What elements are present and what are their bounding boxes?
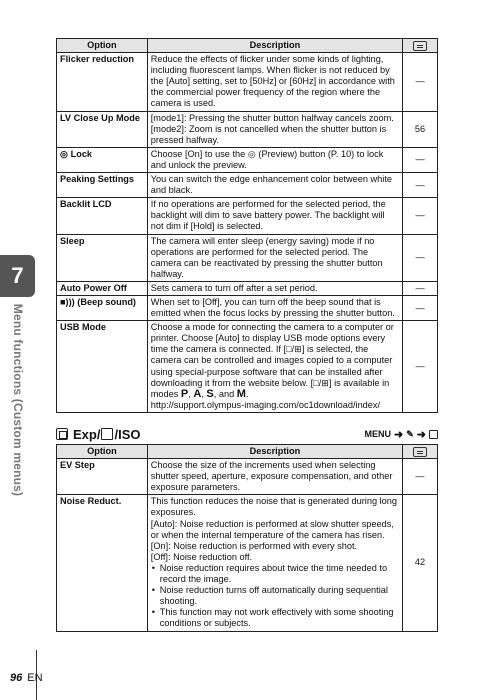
table-row [57, 295, 438, 320]
option-description: Sets camera to turn off after a set period. [147, 281, 402, 295]
page-ref: — [403, 321, 438, 413]
arrow-icon: ➜ [416, 428, 426, 441]
table-row [57, 173, 438, 198]
header-description: Description [147, 445, 402, 459]
option-description: Choose [On] to use the ◎ (Preview) button (P. 10) to lock and unlock the preview. [147, 147, 402, 172]
header-description: Description [147, 39, 402, 53]
note-list [151, 563, 399, 630]
table-row [57, 495, 438, 631]
option-description: If no operations are performed for the selected period, the backlight will dim to save battery power. The backlight will not dim if [Hold] is selected. [147, 198, 402, 234]
page-ref: 42 [403, 495, 438, 631]
chapter-number: 7 [11, 263, 24, 288]
preview-icon: ◎ [60, 148, 69, 159]
table-row [57, 459, 438, 495]
option-name: USB Mode [57, 321, 148, 413]
chapter-tab [0, 255, 35, 297]
metering-icon [101, 428, 113, 440]
list-item: • Noise reduction turns off automatically during sequential shooting. [151, 585, 399, 607]
page-ref: — [403, 459, 438, 495]
list-item: • This function may not work effectively with some shooting conditions or subjects. [151, 607, 399, 629]
download-url: http://support.olympus-imaging.com/oc1download/index/ [150, 399, 381, 410]
page-footer [10, 672, 43, 684]
option-description: This function reduces the noise that is generated during long exposures. [Auto]: Noise reduction is performed at slow shutter speeds, or when the internal temperature of the camera has risen. [On]: Noise reduction is performed with every shot. [Off]: Noise reduction off. • Noise reduction requires about twice the time needed to record the image. • Noise reduction turns off automatically during sequential shooting. • This function may not work effectively with some shooting conditions or subjects. [147, 495, 402, 631]
table-row [57, 234, 438, 281]
table-row [57, 147, 438, 172]
table-header [57, 445, 438, 459]
page-ref: — [403, 147, 438, 172]
header-option: Option [57, 39, 148, 53]
custom-icon: ✎ [406, 428, 414, 439]
list-item: • Noise reduction requires about twice the time needed to record the image. [151, 563, 399, 585]
mode-m: M [236, 387, 246, 400]
chapter-title: Menu functions (Custom menus) [11, 303, 25, 497]
option-description: Choose the size of the increments used when selecting shutter speed, aperture, exposure compensation, and other exposure parameters. [147, 459, 402, 495]
section-title: Exp/ /ISO [56, 427, 140, 442]
table-header [57, 39, 438, 53]
option-description: The camera will enter sleep (energy saving) mode if no operations are performed for the selected period. The camera can be reactivated by pressing the shutter button halfway. [147, 234, 402, 281]
option-name: Peaking Settings [57, 173, 148, 198]
page-ref: — [403, 295, 438, 320]
exp-iso-table [56, 444, 438, 632]
custom-menu-icon [56, 428, 68, 440]
option-name: Backlit LCD [57, 198, 148, 234]
table-row [57, 321, 438, 413]
preview-button-icon: ◎ [247, 148, 256, 159]
option-description: When set to [Off], you can turn off the beep sound that is emitted when the focus locks by pressing the shutter button. [147, 295, 402, 320]
option-description: Choose a mode for connecting the camera to a computer or printer. Choose [Auto] to display USB mode options every time the camera is connected. If [□/⊞] is selected, the camera can be controlled and images copied to a computer using special-purpose software that can be installed after downloading it from the website below. [□/⊞] is available in modes P, A, S, and M. http://support.olympus-imaging.com/oc1download/index/ [147, 321, 402, 413]
page-ref: — [403, 173, 438, 198]
page-number: 96 [10, 672, 23, 684]
option-name: EV Step [57, 459, 148, 495]
pc-connect-icon: □/⊞ [286, 344, 302, 355]
option-name: ■))) (Beep sound) [57, 295, 148, 320]
beep-sound-icon: ■))) [60, 296, 75, 307]
option-name: Auto Power Off [57, 281, 148, 295]
table-row [57, 111, 438, 147]
option-name: LV Close Up Mode [57, 111, 148, 147]
reference-icon [413, 447, 427, 457]
option-name: Sleep [57, 234, 148, 281]
option-description: You can switch the edge enhancement color between white and black. [147, 173, 402, 198]
language-code: EN [27, 672, 43, 684]
table-row [57, 198, 438, 234]
header-reference [403, 39, 438, 53]
page-ref: 56 [403, 111, 438, 147]
page-ref: — [403, 234, 438, 281]
mode-s: S [206, 387, 214, 400]
page-ref: — [403, 53, 438, 111]
option-name: ◎ Lock [57, 147, 148, 172]
header-option: Option [57, 445, 148, 459]
mode-p: P [180, 387, 189, 400]
section-heading [56, 425, 438, 443]
custom-menu-table [56, 38, 438, 413]
header-reference [403, 445, 438, 459]
exp-iso-icon [429, 430, 438, 439]
table-row [57, 281, 438, 295]
option-name: Noise Reduct. [57, 495, 148, 631]
menu-path: MENU ➜ ✎ ➜ [365, 428, 438, 441]
option-description: [mode1]: Pressing the shutter button halfway cancels zoom. [mode2]: Zoom is not cancelled when the shutter button is pressed halfway. [147, 111, 402, 147]
page-ref: — [403, 281, 438, 295]
table-row [57, 53, 438, 111]
mode-a: A [193, 387, 202, 400]
reference-icon [413, 41, 427, 51]
pc-connect-icon: □/⊞ [313, 377, 329, 388]
option-name: Flicker reduction [57, 53, 148, 111]
page-ref: — [403, 198, 438, 234]
option-description: Reduce the effects of flicker under some kinds of lighting, including fluorescent lamps. When flicker is not reduced by the [Auto] setting, set to [50Hz] or [60Hz] in accordance with the commercial power frequency of the region where the camera is used. [147, 53, 402, 111]
arrow-icon: ➜ [394, 428, 404, 441]
